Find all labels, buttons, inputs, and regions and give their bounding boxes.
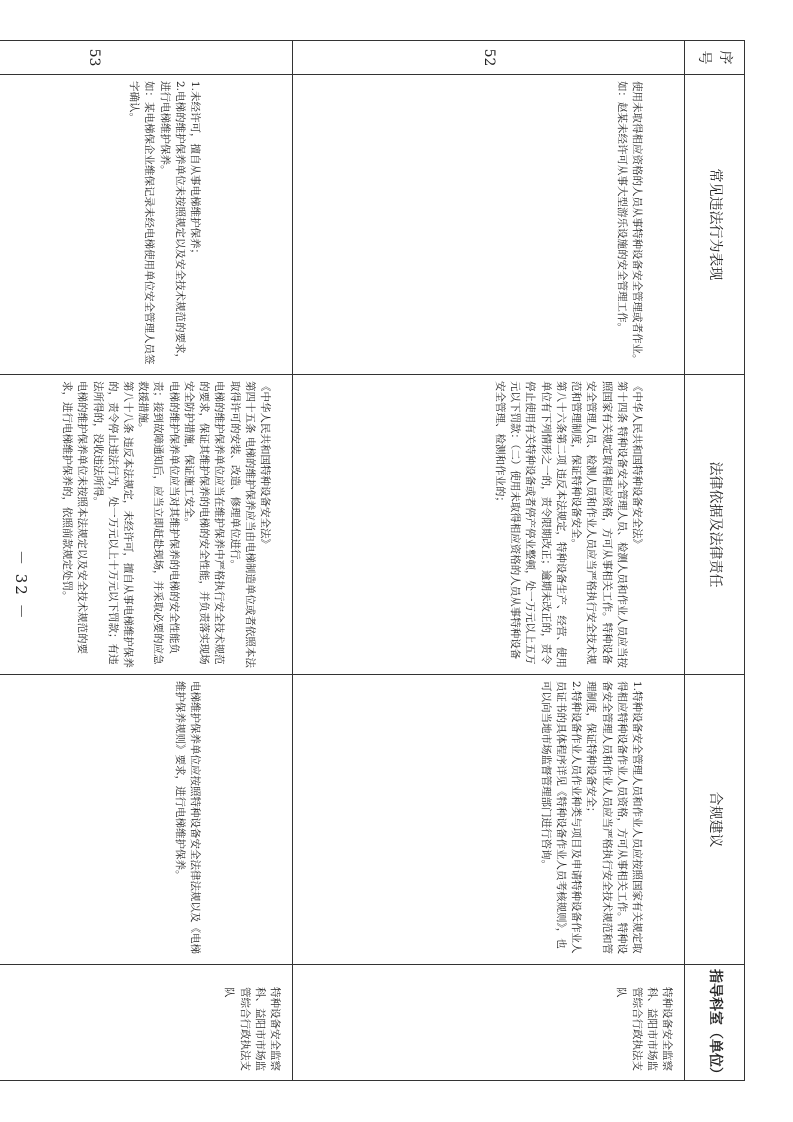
row-seq: 53 (0, 41, 293, 75)
basis-line: 电梯的维护保养单位应当对其维护保养的电梯的安全性能负责；接到故障通知后，应当立即赶赴现场，并采取必要的应急救援措施。 (137, 381, 180, 665)
header-unit: 指导科室（单位） (685, 965, 745, 1081)
basis-line: 《中华人民共和国特种设备安全法》 (631, 381, 643, 549)
row-behavior (0, 75, 293, 375)
header-basis: 法律依据及法律责任 (685, 375, 745, 675)
header-seq: 序号 (685, 41, 745, 75)
rotated-table-container (40, 40, 745, 1080)
basis-line: 第十四条 特种设备安全管理人员、检测人员和作业人员应当按照国家有关规定取得相应资格，方可从事相关工作。特种设备安全管理人员、检测人员和作业人员应当严格执行安全技术规范和管理制度，保证特种设备安全。 (570, 381, 628, 668)
row-advice (0, 675, 293, 965)
advice-line: 电梯维护保养单位应按照特种设备安全法律法规以及《电梯维护保养规则》要求，进行电梯维护保养。 (173, 681, 201, 954)
row-advice (293, 675, 685, 965)
row-unit: 特种设备安全监察科、益阳市市场监管综合行政执法支队 (0, 965, 293, 1081)
violations-table (0, 40, 745, 1081)
row-unit: 特种设备安全监察科、益阳市市场监管综合行政执法支队 (293, 965, 685, 1081)
header-advice: 合规建议 (685, 675, 745, 965)
behavior-line: 1.未经许可，擅自从事电梯维护保养； (189, 81, 201, 260)
basis-line: 《中华人民共和国特种设备安全法》 (259, 381, 271, 549)
advice-line: 2.特种设备作业人员作业种类与项目及申请特种设备作业人员证书的具体程序详见《特种设备作业人员考核规则》，也可以向当地市场监督管理部门进行咨询。 (539, 681, 583, 954)
behavior-line: 如：赵某未经许可从事大型游乐设施的安全管理工作。 (615, 81, 628, 333)
basis-line: 第四十五条 电梯的维护保养应当由电梯制造单位或者依照本法取得许可的安装、改造、修理单位进行。 (228, 381, 256, 668)
behavior-line: 如：某电梯保企业维保记录未经电梯使用单位安全管理人员签字确认。 (128, 81, 156, 365)
behavior-line: 2.电梯的维护保养单位未按照规定以及安全技术规范的要求，进行电梯维护保养。 (158, 81, 186, 365)
basis-line: 第八十八条 违反本法规定，未经许可，擅自从事电梯维护保养的，责令停止违法行为，处一万元以上十万元以下罚款；有违法所得的，没收违法所得。 (91, 381, 135, 668)
basis-line: 电梯的维护保养单位未按照本法规定以及安全技术规范的要求，进行电梯维护保养的，依照前款规定处罚。 (61, 381, 89, 654)
table-header-row (685, 41, 745, 1081)
basis-line: 第八十六条第二项 违反本法规定，特种设备生产、经营、使用单位有下列情形之一的，责令限期改正；逾期未改正的，责令停止使用有关特种设备或者停产停业整顿，处一万元以上五万元以下罚款：（二）使用未取得相应资格的人员从事特种设备安全管理、检测和作业的； (494, 381, 567, 668)
row-basis (293, 375, 685, 675)
row-seq: 52 (293, 41, 685, 75)
table-row (293, 41, 685, 1081)
behavior-line: 使用未取得相应资格的人员从事特种设备安全管理或者作业。 (631, 81, 643, 365)
page-number: － 32 － (12, 550, 30, 621)
advice-line: 1.特种设备安全管理人员和作业人员应按照国家有关规定取得相应特种设备作业人员资格，方可从事相关工作。特种设备安全管理人员和作业人员应当严格执行安全技术规范和管理制度，保证特种设备安全； (585, 681, 643, 954)
row-behavior (293, 75, 685, 375)
header-behavior: 常见违法行为表现 (685, 75, 745, 375)
table-row (0, 41, 293, 1081)
row-basis (0, 375, 293, 675)
basis-line: 电梯的维护保养单位应当在维护保养中严格执行安全技术规范的要求，保证其维护保养的电梯的安全性能，并负责落实现场安全防护措施，保证施工安全。 (182, 381, 226, 665)
